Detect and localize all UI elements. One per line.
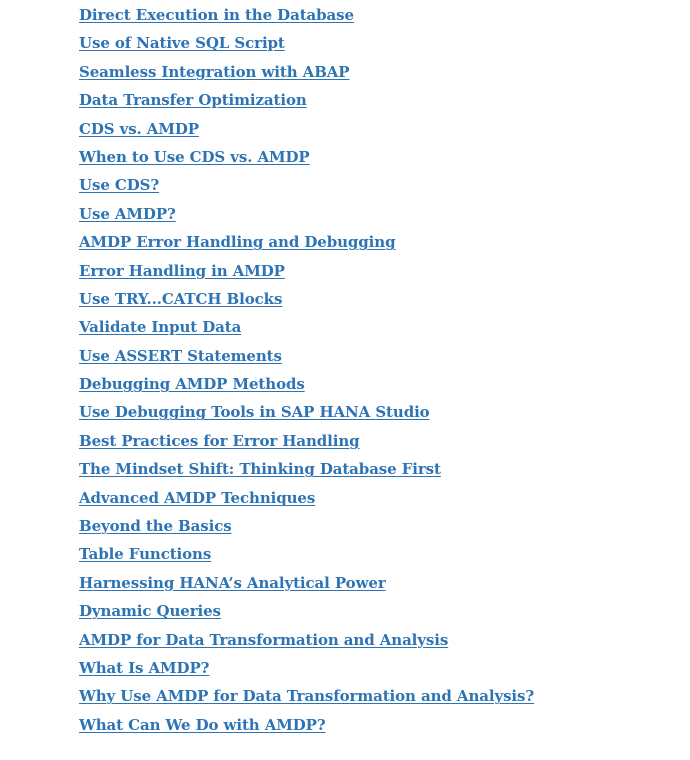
toc-entry — [79, 31, 534, 59]
toc-link[interactable]: Harnessing HANA’s Analytical Power — [79, 573, 386, 592]
toc-entry — [79, 372, 534, 400]
toc-link[interactable]: AMDP Error Handling and Debugging — [79, 233, 396, 252]
toc-entry — [79, 429, 534, 457]
toc-entry — [79, 542, 534, 570]
toc-link[interactable]: Use TRY...CATCH Blocks — [79, 289, 283, 308]
toc-link[interactable]: The Mindset Shift: Thinking Database First — [79, 460, 441, 479]
toc-entry — [79, 599, 534, 627]
toc-entry — [79, 571, 534, 599]
toc-entry — [79, 514, 534, 542]
toc-link[interactable]: Use ASSERT Statements — [79, 346, 282, 365]
toc-entry — [79, 145, 534, 173]
toc-link[interactable]: What Is AMDP? — [79, 658, 210, 677]
toc-entry — [79, 713, 534, 741]
toc-link[interactable]: What Can We Do with AMDP? — [79, 715, 326, 734]
toc-entry — [79, 315, 534, 343]
toc-link[interactable]: Dynamic Queries — [79, 602, 221, 621]
toc-entry — [79, 344, 534, 372]
toc-entry — [79, 60, 534, 88]
toc-link[interactable]: Use CDS? — [79, 176, 160, 195]
toc-entry — [79, 486, 534, 514]
toc-link[interactable]: AMDP for Data Transformation and Analysis — [79, 630, 449, 649]
toc-link[interactable]: Beyond the Basics — [79, 517, 232, 536]
toc-link[interactable]: Error Handling in AMDP — [79, 261, 285, 280]
toc-link[interactable]: Data Transfer Optimization — [79, 91, 307, 110]
toc-entry — [79, 684, 534, 712]
toc-link[interactable]: Best Practices for Error Handling — [79, 431, 360, 450]
toc-link[interactable]: Direct Execution in the Database — [79, 6, 354, 24]
toc-link[interactable]: Use AMDP? — [79, 204, 176, 223]
toc-entry — [79, 230, 534, 258]
toc-link[interactable]: Use of Native SQL Script — [79, 34, 285, 53]
toc-link[interactable]: Validate Input Data — [79, 318, 242, 337]
toc-link[interactable]: Seamless Integration with ABAP — [79, 62, 350, 81]
toc-entry — [79, 656, 534, 684]
toc-link[interactable]: When to Use CDS vs. AMDP — [79, 147, 310, 166]
toc-link[interactable]: Advanced AMDP Techniques — [79, 488, 316, 507]
toc-entry — [79, 3, 534, 31]
toc-entry — [79, 173, 534, 201]
toc-entry — [79, 88, 534, 116]
table-of-contents — [79, 3, 534, 741]
toc-link[interactable]: Use Debugging Tools in SAP HANA Studio — [79, 403, 430, 422]
toc-entry — [79, 117, 534, 145]
toc-entry — [79, 259, 534, 287]
toc-link[interactable]: Table Functions — [79, 545, 212, 564]
toc-entry — [79, 202, 534, 230]
toc-link[interactable]: Why Use AMDP for Data Transformation and Analysis? — [79, 687, 535, 706]
toc-entry — [79, 628, 534, 656]
toc-link[interactable]: CDS vs. AMDP — [79, 119, 199, 138]
toc-entry — [79, 457, 534, 485]
toc-entry — [79, 287, 534, 315]
toc-entry — [79, 400, 534, 428]
toc-link[interactable]: Debugging AMDP Methods — [79, 375, 305, 394]
